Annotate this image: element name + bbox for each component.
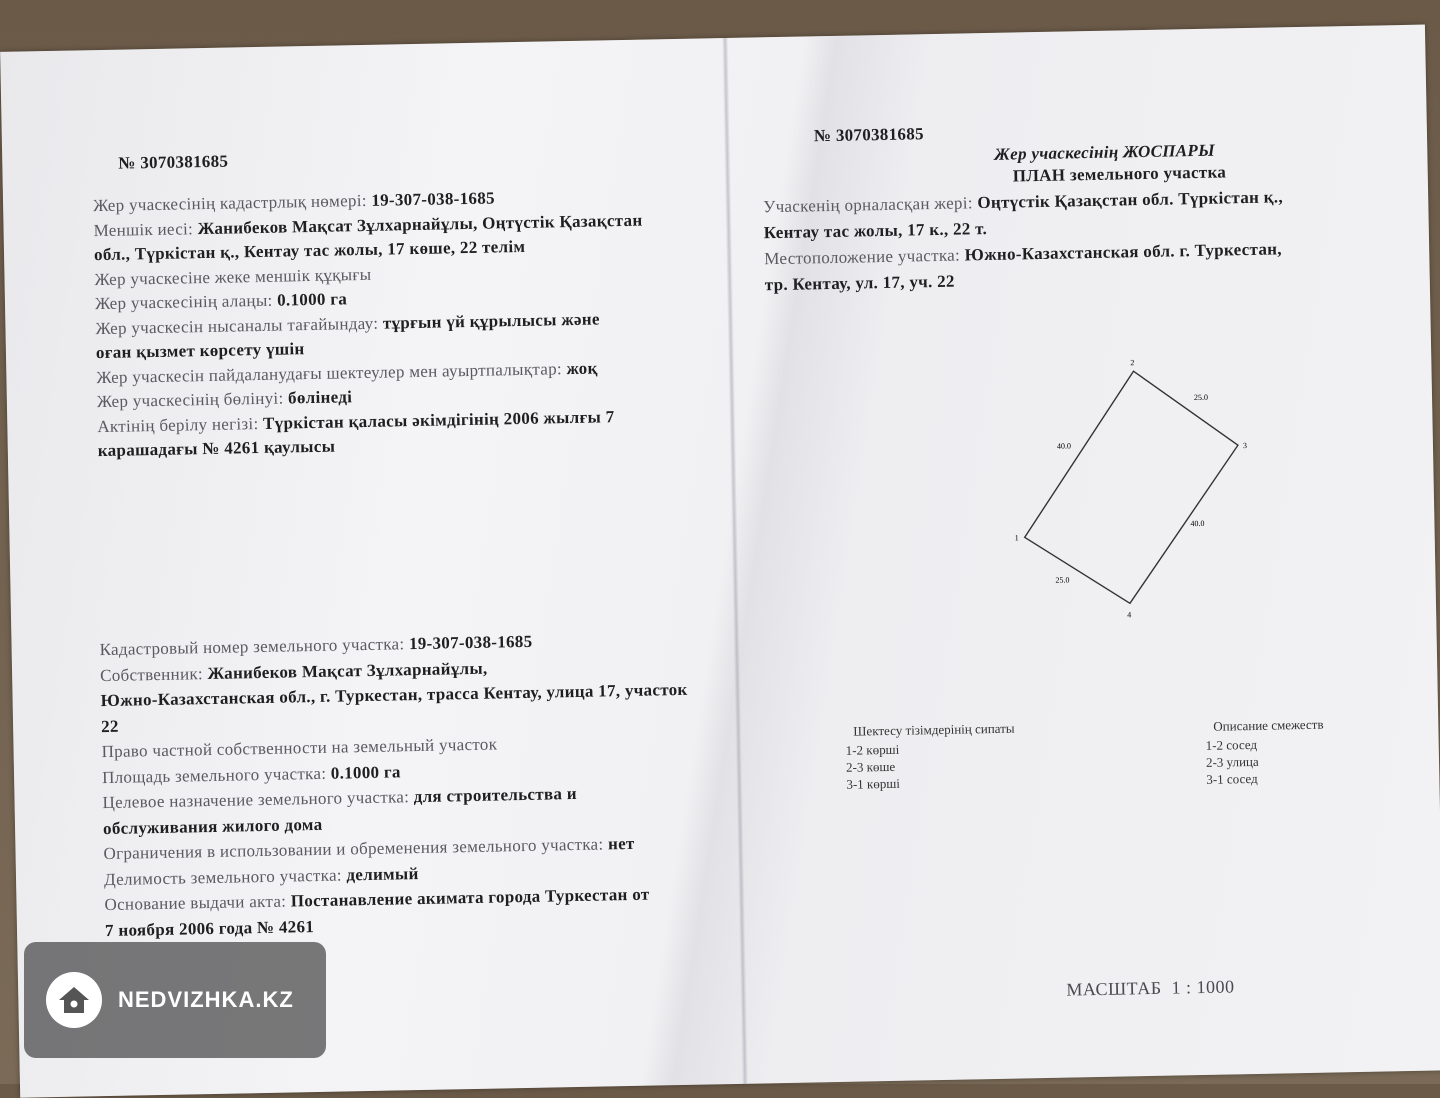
detail-value: для строительства и [413, 783, 578, 807]
neighbor-kk-item: 1-2 көрші [845, 741, 900, 758]
detail-value: 7 ноября 2006 года № 4261 [104, 916, 315, 940]
plan-title-ru: ПЛАН земельного участка [1012, 162, 1227, 186]
detail-line [95, 309, 600, 339]
detail-line [97, 387, 353, 412]
detail-label: Целевое назначение земельного участка: [102, 787, 410, 813]
plan-side-4-1: 25.0 [1055, 575, 1070, 585]
detail-label: Делимость земельного участка: [103, 865, 343, 889]
location-kk-line2: Кентау тас жолы, 17 к., 22 т. [763, 219, 988, 243]
paper-fold [722, 38, 748, 1084]
detail-label: Площадь земельного участка: [101, 763, 327, 787]
detail-line [95, 289, 347, 314]
location-ru-line1: Местоположение участка: Южно-Казахстанская обл. г. Туркестан, [764, 239, 1283, 269]
detail-label: Жер учаскесінің кадастрлық нөмері: [92, 190, 367, 216]
detail-line [98, 437, 336, 462]
detail-value: бөлінеді [287, 387, 353, 408]
plan-side-2-3: 25.0 [1193, 392, 1209, 403]
plan-point-4: 4 [1127, 610, 1132, 620]
neighbor-kk-item: 3-1 көрші [846, 775, 901, 792]
detail-value: жоқ [566, 358, 598, 378]
plot-outline [1022, 369, 1241, 605]
detail-value: Южно-Казахстанская обл., г. Туркестан, трасса Кентау, улица 17, участок [100, 679, 688, 711]
detail-label: Актінің берілу негізі: [97, 413, 259, 436]
neighbor-ru-item: 2-3 улица [1205, 753, 1259, 770]
watermark-text: NEDVIZHKA.KZ [118, 987, 294, 1012]
location-kk-line1: Учаскенің орналасқан жері: Оңтүстік Қазақстан обл. Түркістан қ., [763, 187, 1284, 217]
neighbors-ru-title: Описание смежеств [1213, 716, 1324, 734]
detail-line [94, 237, 526, 265]
detail-value: 19-307-038-1685 [408, 631, 533, 654]
detail-line [102, 762, 401, 788]
plan-point-3: 3 [1242, 441, 1248, 451]
scale [1066, 976, 1235, 1000]
detail-label: Основание выдачи акта: [104, 891, 287, 915]
detail-line [94, 264, 371, 289]
detail-line [101, 735, 497, 763]
neighbor-kk-item: 2-3 көше [845, 758, 896, 775]
neighbors-kk [845, 720, 1016, 793]
left-document-number: № 3070381685 [118, 151, 229, 173]
right-document-number: № 3070381685 [813, 124, 925, 146]
plan-side-1-2: 40.0 [1056, 441, 1071, 451]
watermark-badge [24, 942, 326, 1058]
detail-line [105, 917, 314, 941]
detail-line [104, 864, 419, 890]
detail-line [100, 680, 687, 711]
detail-value: Түркістан қаласы әкімдігінің 2006 жылғы 7 [262, 406, 615, 433]
neighbor-ru-item: 3-1 сосед [1206, 770, 1258, 787]
detail-value: 22 [100, 716, 119, 736]
detail-line [93, 188, 495, 216]
detail-value: 19-307-038-1685 [371, 188, 495, 210]
detail-label: Жер учаскесінің бөлінуі: [96, 388, 284, 412]
detail-line [100, 658, 488, 685]
neighbors-ru [1205, 716, 1325, 788]
detail-value: карашадағы № 4261 қаулысы [97, 436, 336, 461]
detail-line [104, 885, 649, 915]
land-act-document [0, 25, 1440, 1098]
detail-line [102, 784, 577, 813]
detail-line [99, 632, 532, 660]
plan-point-1: 1 [1014, 533, 1019, 543]
house-icon [46, 972, 102, 1028]
detail-value: 0.1000 га [330, 761, 401, 783]
detail-line [96, 339, 305, 363]
detail-line [97, 407, 614, 437]
detail-label: Жер учаскесін пайдаланудағы шектеулер мен ауыртпалықтар: [96, 358, 563, 387]
neighbors-kk-title: Шектесу тізімдерінің сипаты [853, 720, 1015, 739]
location-ru-line2: тр. Кентау, ул. 17, уч. 22 [764, 271, 955, 295]
plan-title-kk: Жер учаскесінің ЖОСПАРЫ [994, 140, 1216, 164]
detail-label: Право частной собственности на земельный участок [101, 734, 498, 762]
detail-label: Меншік иесі: [93, 218, 194, 240]
detail-line [93, 210, 642, 241]
land-plot-plan [1001, 353, 1266, 628]
detail-line [103, 814, 323, 838]
detail-value: Постанавление акимата города Туркестан от [290, 884, 650, 911]
detail-label: Собственник: [99, 663, 204, 685]
detail-value: оған қызмет көрсету үшін [95, 339, 305, 363]
scale-label: МАСШТАБ [1066, 977, 1162, 1000]
detail-label: Кадастровый номер земельного участка: [99, 634, 405, 660]
detail-value: обл., Түркістан қ., Кентау тас жолы, 17 көше, 22 телім [93, 236, 526, 265]
detail-value: Жанибеков Мақсат Зұлхарнайұлы, Оңтүстік Қазақстан [197, 210, 643, 238]
detail-line [101, 716, 119, 736]
detail-value: обслуживания жилого дома [102, 814, 323, 838]
detail-label: Жер учаскесінің алаңы: [94, 290, 273, 314]
scale-value: 1 : 1000 [1171, 976, 1235, 998]
plan-point-2: 2 [1130, 358, 1135, 368]
detail-value: 0.1000 га [276, 289, 348, 310]
detail-label: Жер учаскесін нысаналы тағайындау: [95, 313, 379, 338]
detail-value: тұрғын үй құрылысы және [382, 308, 600, 333]
plan-side-3-4: 40.0 [1190, 518, 1205, 529]
detail-value: нет [607, 833, 635, 854]
detail-value: Жанибеков Мақсат Зұлхарнайұлы, [207, 658, 488, 683]
detail-label: Ограничения в использовании и обременения земельного участка: [103, 834, 604, 864]
detail-line [96, 358, 598, 388]
detail-value: делимый [346, 863, 419, 884]
detail-label: Жер учаскесіне жеке меншік құқығы [94, 264, 372, 289]
neighbor-ru-item: 1-2 сосед [1205, 736, 1258, 753]
detail-line [103, 834, 634, 864]
